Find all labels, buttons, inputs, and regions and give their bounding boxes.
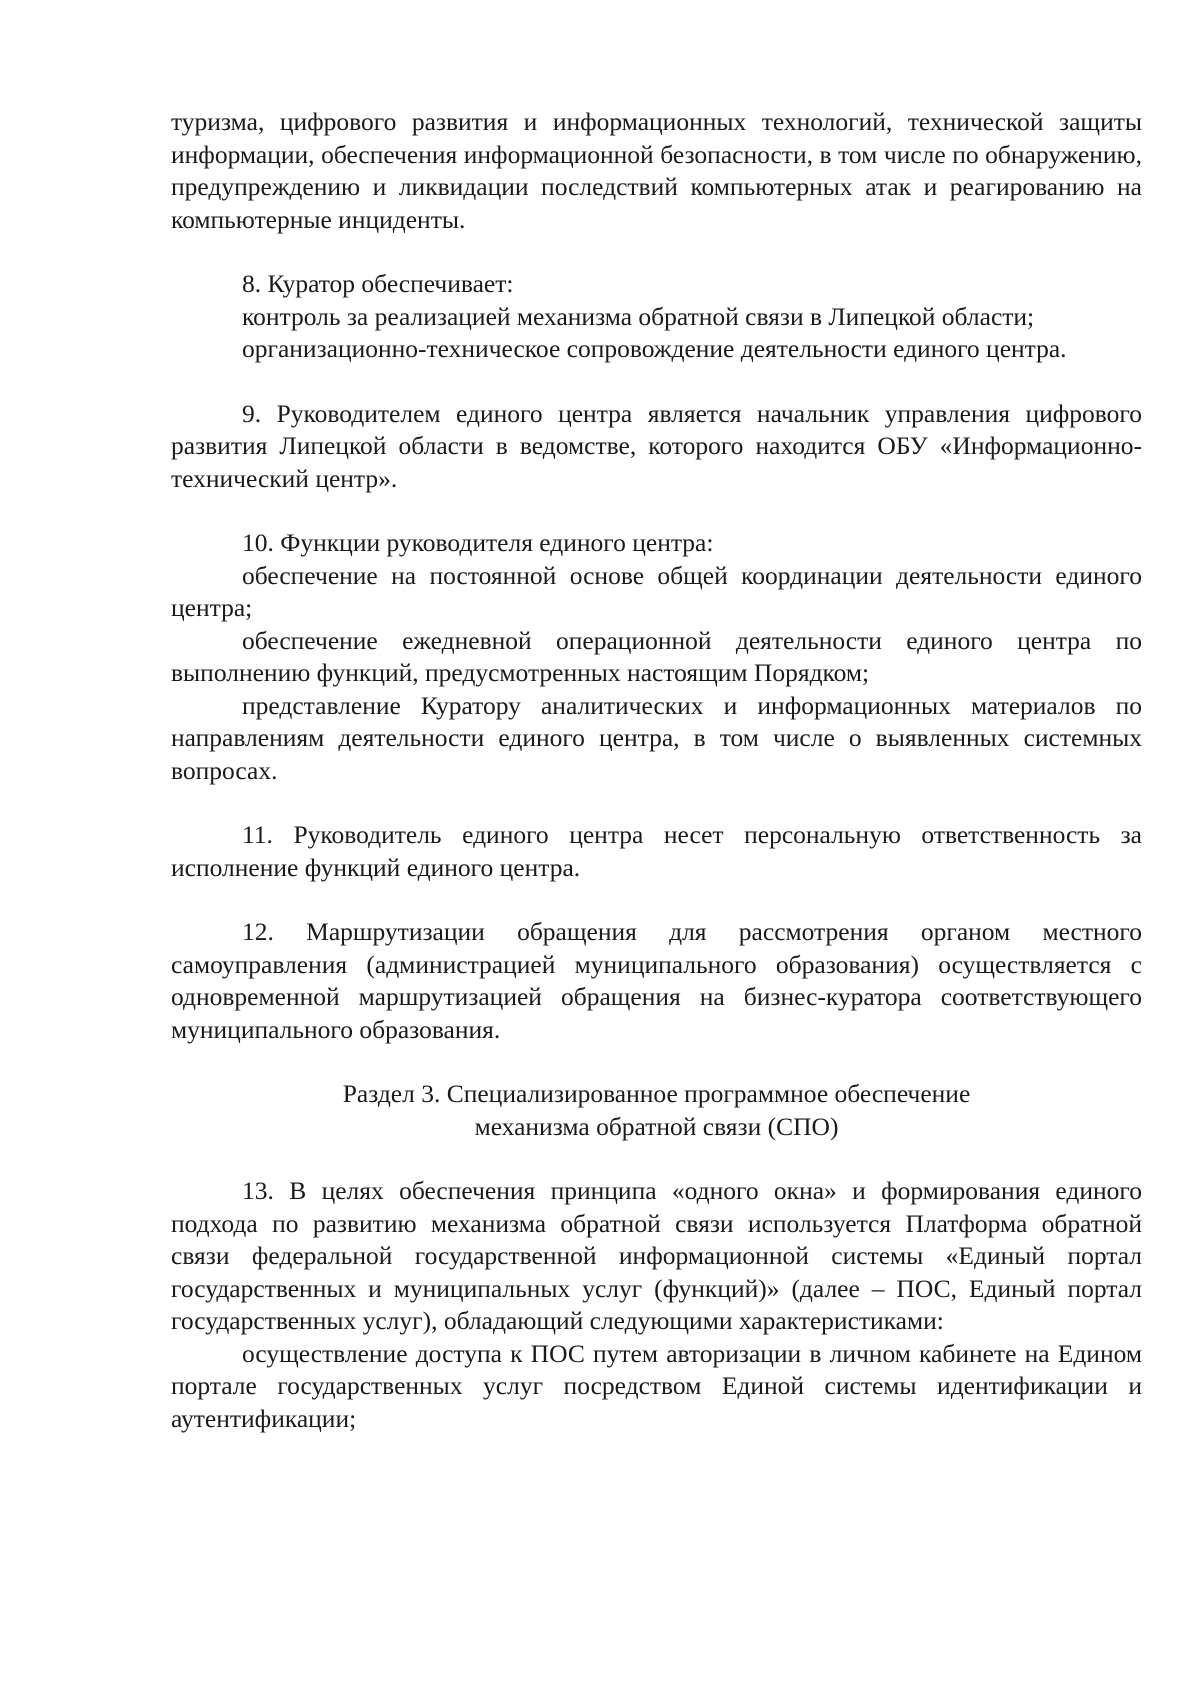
paragraph-12: 12. Маршрутизации обращения для рассмотрения органом местного самоуправления (администрацией муниципального образования) осуществляется с одновременной маршрутизацией обращения на бизнес-куратора соответствующего муниципального образования. [171,917,1142,1044]
paragraph-intro: туризма, цифрового развития и информационных технологий, технической защиты информации, обеспечения информационной безопасности, в том числе по обнаружению, предупреждению и ликвидации последствий компьютерных атак и реагированию на компьютерные инциденты. [171,107,1142,234]
paragraph-13-item-1: осуществление доступа к ПОС путем авторизации в личном кабинете на Едином портале государственных услуг посредством Единой системы идентификации и аутентификации; [171,1338,1142,1433]
paragraph-11: 11. Руководитель единого центра несет персональную ответственность за исполнение функций единого центра. [171,820,1142,882]
section-3-heading [171,1078,1142,1143]
paragraph-8-item-1: контроль за реализацией механизма обратной связи в Липецкой области; [242,301,1035,331]
section-3-heading-line-1: Раздел 3. Специализированное программное обеспечение [342,1079,971,1108]
paragraph-10-item-2: обеспечение ежедневной операционной деятельности единого центра по выполнению функций, предусмотренных настоящим Порядком; [171,625,1142,687]
paragraph-10-item-1: обеспечение на постоянной основе общей координации деятельности единого центра; [171,560,1142,622]
paragraph-10-item-3: представление Куратору аналитических и информационных материалов по направлениям деятельности единого центра, в том числе о выявленных системных вопросах. [171,690,1142,785]
section-3-heading-line-2: механизма обратной связи (СПО) [474,1111,839,1141]
document-page [171,106,1142,1435]
paragraph-8-title: 8. Куратор обеспечивает: [242,269,514,298]
paragraph-9: 9. Руководителем единого центра является начальник управления цифрового развития Липецкой области в ведомстве, которого находится ОБУ «Информационно-технический центр». [171,398,1142,493]
paragraph-8-item-2: организационно-техническое сопровождение деятельности единого центра. [242,334,1067,363]
paragraph-13: 13. В целях обеспечения принципа «одного окна» и формирования единого подхода по развитию механизма обратной связи используется Платформа обратной связи федеральной государственной информационной системы «Единый портал государственных и муниципальных услуг (функций)» (далее – ПОС, Единый портал государственных услуг), обладающий следующими характеристиками: [171,1176,1142,1335]
paragraph-10-title: 10. Функции руководителя единого центра: [242,528,714,557]
